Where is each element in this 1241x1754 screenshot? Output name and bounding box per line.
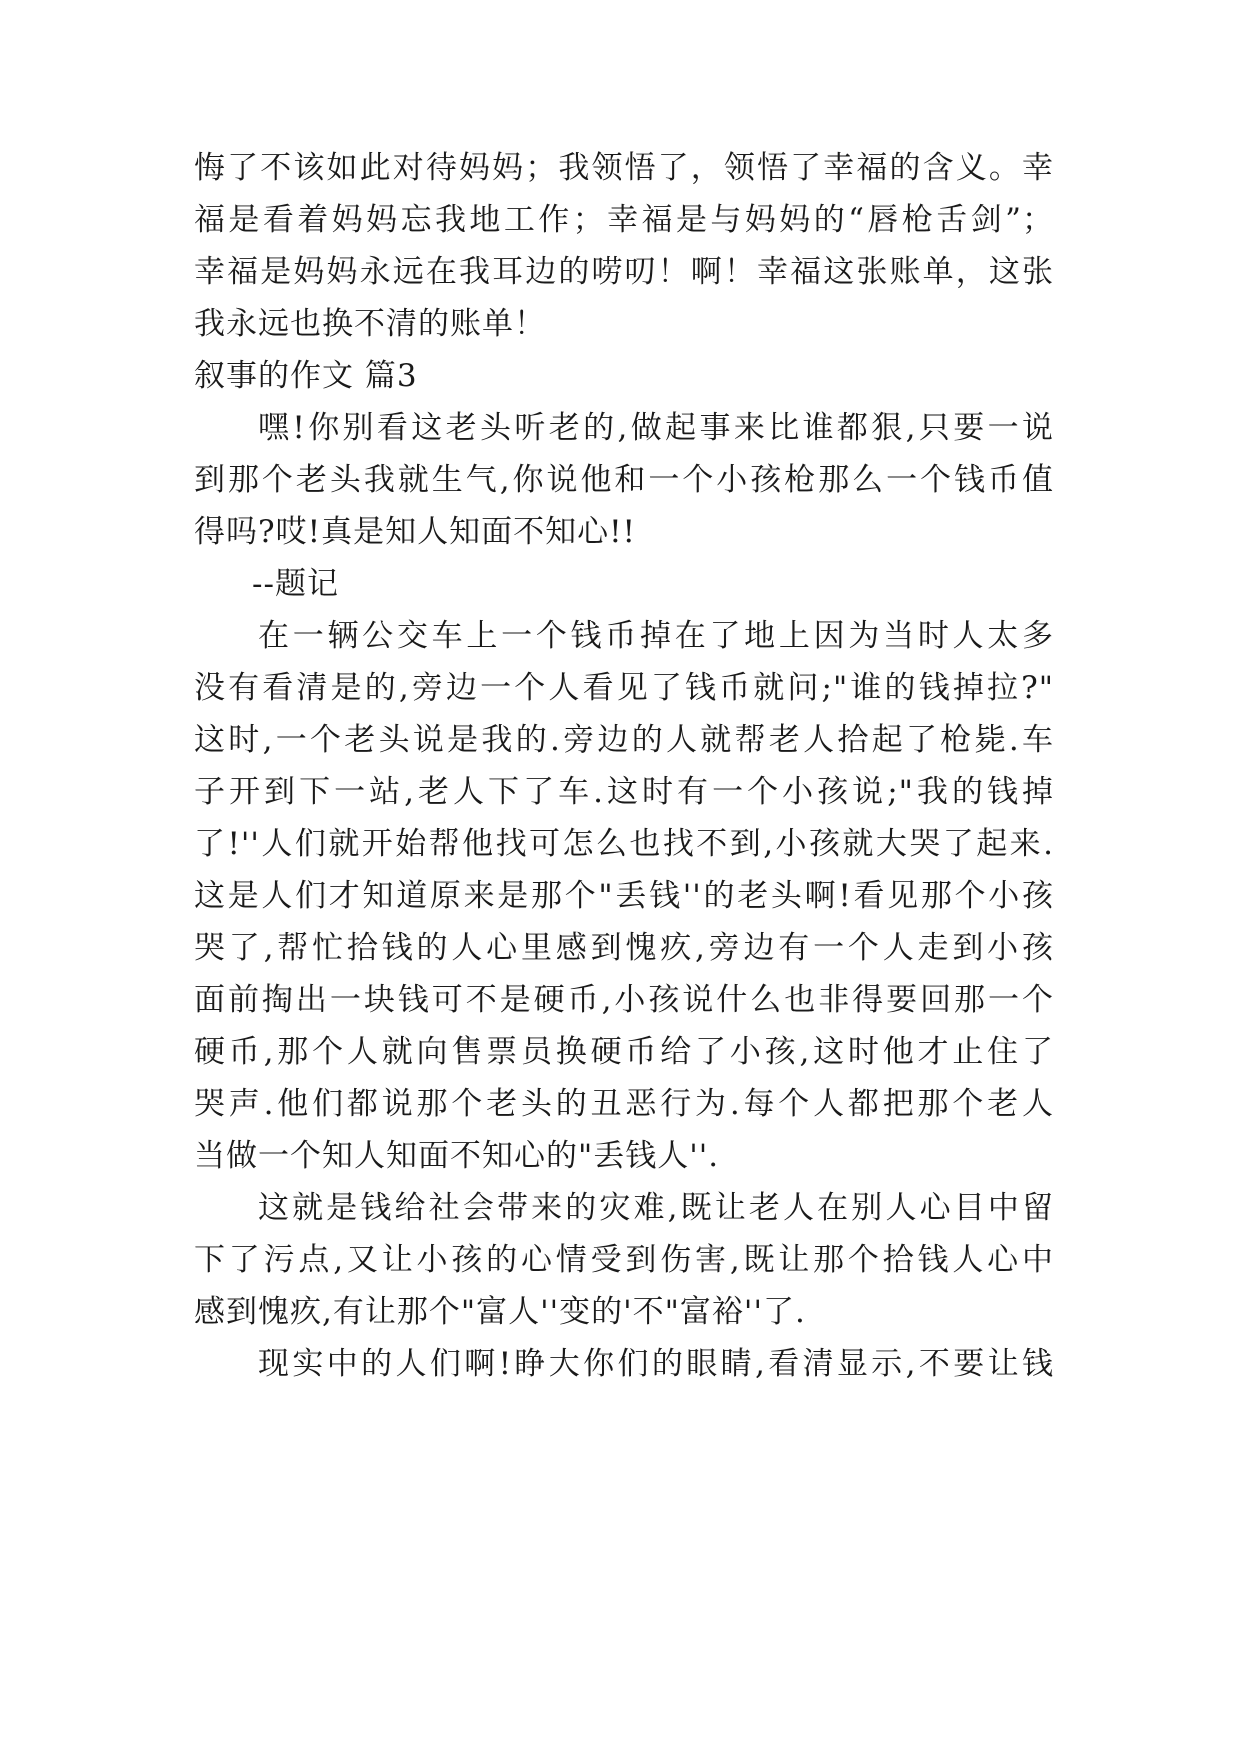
epigraph-attribution: --题记: [252, 566, 339, 602]
paragraph-line: 嘿!你别看这老头听老的,做起事来比谁都狠,只要一说: [258, 410, 1054, 446]
paragraph-line: 当做一个知人知面不知心的"丢钱人''.: [194, 1138, 720, 1174]
paragraph-line: 硬币,那个人就向售票员换硬币给了小孩,这时他才止住了: [194, 1034, 1054, 1070]
paragraph-line: 哭了,帮忙拾钱的人心里感到愧疚,旁边有一个人走到小孩: [194, 930, 1054, 966]
paragraph-line: 没有看清是的,旁边一个人看见了钱币就问;"谁的钱掉拉?": [194, 670, 1054, 706]
paragraph-line: 我永远也换不清的账单！: [194, 306, 546, 342]
paragraph-line: 子开到下一站,老人下了车.这时有一个小孩说;"我的钱掉: [194, 774, 1054, 810]
paragraph-line: 这就是钱给社会带来的灾难,既让老人在别人心目中留: [258, 1190, 1054, 1226]
paragraph-line: 了!''人们就开始帮他找可怎么也找不到,小孩就大哭了起来.: [194, 826, 1054, 862]
paragraph-line: 哭声.他们都说那个老头的丑恶行为.每个人都把那个老人: [194, 1086, 1054, 1122]
paragraph-line: 面前掏出一块钱可不是硬币,小孩说什么也非得要回那一个: [194, 982, 1054, 1018]
paragraph-line: 感到愧疚,有让那个"富人''变的'不"富裕''了.: [194, 1294, 806, 1330]
paragraph-line: 这时,一个老头说是我的.旁边的人就帮老人拾起了枪毙.车: [194, 722, 1054, 758]
paragraph-line: 下了污点,又让小孩的心情受到伤害,既让那个拾钱人心中: [194, 1242, 1054, 1278]
paragraph-line: 幸福是妈妈永远在我耳边的唠叨！啊！幸福这张账单，这张: [194, 254, 1054, 290]
paragraph-line: 福是看着妈妈忘我地工作；幸福是与妈妈的“唇枪舌剑”；: [194, 202, 1054, 238]
paragraph-line: 在一辆公交车上一个钱币掉在了地上因为当时人太多: [258, 618, 1054, 654]
paragraph-line: 到那个老头我就生气,你说他和一个小孩枪那么一个钱币值: [194, 462, 1054, 498]
paragraph-line: 得吗?哎!真是知人知面不知心!!: [194, 514, 636, 550]
paragraph-line: 这是人们才知道原来是那个"丢钱''的老头啊!看见那个小孩: [194, 878, 1054, 914]
paragraph-line: 悔了不该如此对待妈妈；我领悟了，领悟了幸福的含义。幸: [194, 150, 1054, 186]
paragraph-line: 现实中的人们啊!睁大你们的眼睛,看清显示,不要让钱: [258, 1346, 1054, 1382]
section-heading: 叙事的作文 篇3: [194, 358, 418, 394]
